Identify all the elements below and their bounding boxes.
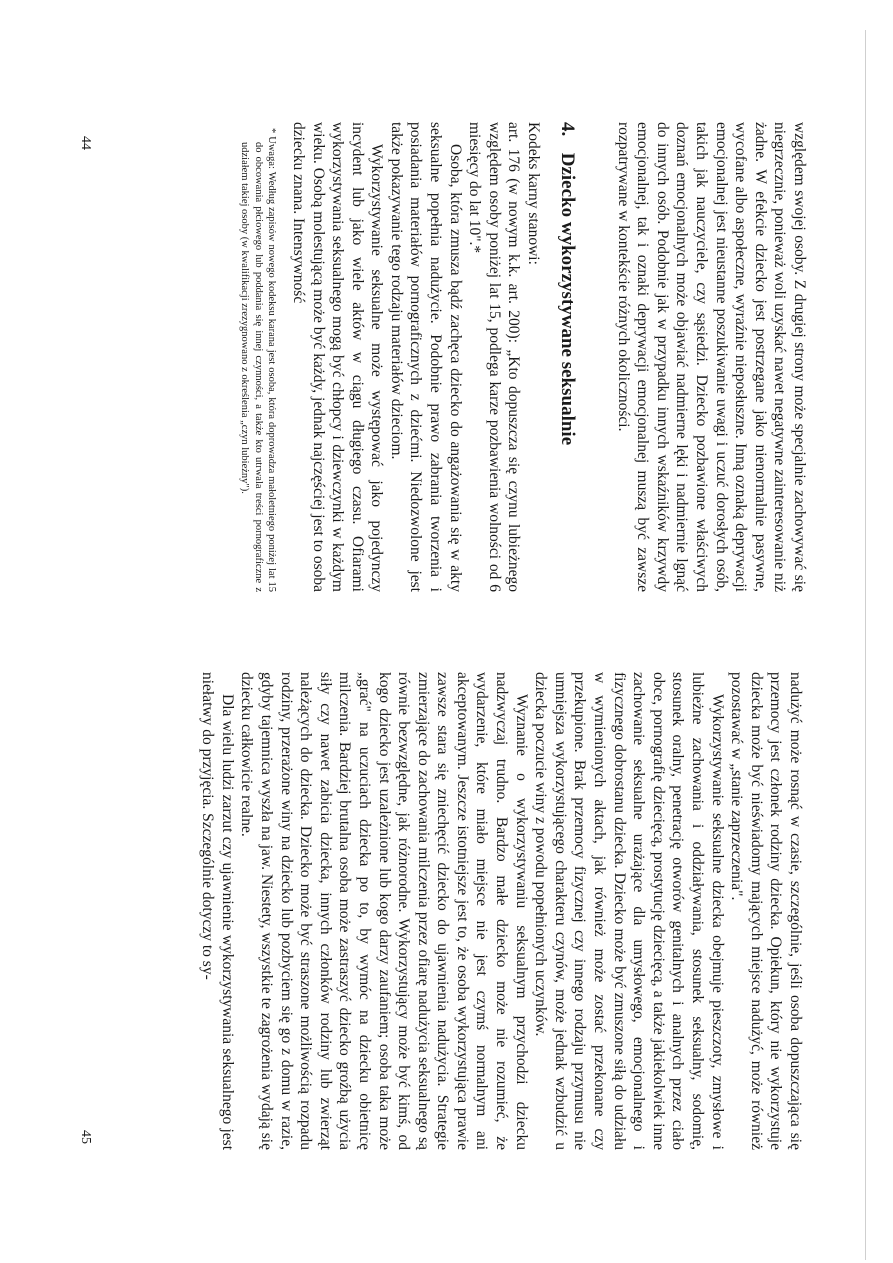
right-page xyxy=(0,632,893,1263)
opening-paragraph: względem swojej osoby. Z drugiej strony może specjalnie zachowywać się niegrzecznie, ponieważ woli uzyskać nawet negatywne zainteresowanie niż żadne. W efekcie dziecko jest postrzegane jako nienormalnie pasywne, wycofane albo aspołeczne, wyraźnie nieposłuszne. Inną oznaką deprywacji emocjonalnej jest nieustanne poszukiwanie uwagi i uczuć dorosłych osób, takich jak nauczyciele, czy sąsiedzi. Dziecko pozbawione właściwych doznań emocjonalnych może objawiać nadmierne lęki i nadmiernie lgnąć do innych osób. Podobnie jak w przypadku innych wskaźników krzywdy emocjonalnej, tak i oznaki deprywacji emocjonalnej muszą być zawsze rozpatrywane w kontekście różnych okoliczności. xyxy=(614,122,808,592)
right-page-text xyxy=(198,672,805,1150)
body-paragraph: Osoba, która zmusza bądź zachęca dziecko do angażowania się w akty seksualne popełnia nadużycie. Podobnie prawo zabrania tworzenia i posiadania materiałów pornograficznych z dziećmi. Niedozwolone jest także pokazywanie tego rodzaju materiałów dzieciom. xyxy=(387,122,464,592)
body-paragraph: art. 176 (w nowym k.k. art. 200): „Kto dopuszcza się czynu lubieżnego względem osoby poniżej lat 15, podlega karze pozbawienia wolności od 6 miesięcy do lat 10".* xyxy=(466,122,523,592)
body-paragraph: Wykorzystywanie seksualne może występować jako pojedynczy incydent lub jako wiele aktów w ciągu długiego czasu. Ofiarami wykorzystywania seksualnego mogą być chłopcy i dziewczynki w każdym wieku. Osobą molestującą może być każdy, jednak najczęściej jest to osoba dziecku znana. Intensywność xyxy=(289,122,386,592)
body-paragraph: nadużyć może rosnąć w czasie, szczególnie, jeśli osoba dopuszczająca się przemocy jest członek rodziny dziecka. Opiekun, który nie wykorzystuje dziecka może być nieświadomy mających miejsce nadużyć, może również pozostawać w „stanie zaprzeczenia". xyxy=(728,672,804,1150)
section-heading xyxy=(555,122,579,592)
section-title: Dziecko wykorzystywane seksualnie xyxy=(557,152,579,446)
footnote: * Uwaga: Według zapisów nowego kodeksu karana jest osoba, która doprowadza małoletniego poniżej lat 15 do obcowania płciowego lub poddania się innej czynności, a także kto utrwala treści pornograficzne z udziałem takiej osoby (w kwalifikacji zrezygnowano z określenia „czyn lubieżny"). xyxy=(239,128,278,592)
body-paragraph: Wyznanie o wykorzystywaniu seksualnym przychodzi dziecku nadzwyczaj trudno. Bardzo małe dziecko może nie rozumieć, że wydarzenie, które miało miejsce nie jest czymś normalnym ani akceptowanym. Jeszcze istotniejsze jest to, że osoba wykorzystująca prawie zawsze stara się zniechęcić dziecko do ujawnienia nadużycia. Strategie zmierzające do zachowania milczenia przez ofiarę nadużycia seksualnego są równie bezwzględne, jak różnorodne. Wykorzystujący może być kimś, od kogo dziecko jest uzależnione lub kogo darzy zaufaniem; osoba taka może „grać" na uczuciach dziecka po to, by wymóc na dziecku obietnicę milczenia. Bardziej brutalna osoba może zastraszyć dziecko groźbą użycia siły czy nawet zabicia dziecka, innych członków rodziny lub zwierząt należących do dziecka. Dziecko może być straszone możliwością rozpadu rodziny, przerażone winy na dziecko lub pozbyciem się go z domu w razie, gdyby tajemnica wyszła na jaw. Niestety, wszystkie te zagrożenia wydają się dziecku całkowicie realne. xyxy=(238,672,530,1150)
body-paragraph: Dla wielu ludzi zarzut czy ujawnienie wykorzystywania seksualnego jest niełatwy do przyjęcia. Szczególnie dotyczy to sy- xyxy=(199,672,236,1150)
page-number-right: 45 xyxy=(78,1130,93,1144)
body-paragraph: Kodeks karny stanowi: xyxy=(525,122,543,265)
body-paragraph: Wykorzystywanie seksualne dziecka obejmuje pieszczoty, zmysłowe i lubieżne zachowania i oddziaływania, stosunek seksualny, sodomię, stosunek oralny, penetrację otworów genitalnych i analnych przez ciało obce, pornografię dziecięcą, prostytucję dziecięcą, a także jakiekolwiek inne zachowanie seksualne urażające dla umysłowego, emocjonalnego i fizycznego dobrostanu dziecka. Dziecko może być zmuszone siłą do udziału w wymienionych aktach, jak również może zostać przekonane czy przekupione. Brak przemocy fizycznej czy innego rodzaju przymusu nie umniejsza wykorzystującego charakteru czynów, może jednak wzbudzić u dziecka poczucie winy z powodu popełnionych uczynków. xyxy=(532,672,726,1150)
section-number: 4. xyxy=(557,122,579,137)
page-number-left: 44 xyxy=(78,136,93,150)
left-page-text xyxy=(238,122,809,592)
